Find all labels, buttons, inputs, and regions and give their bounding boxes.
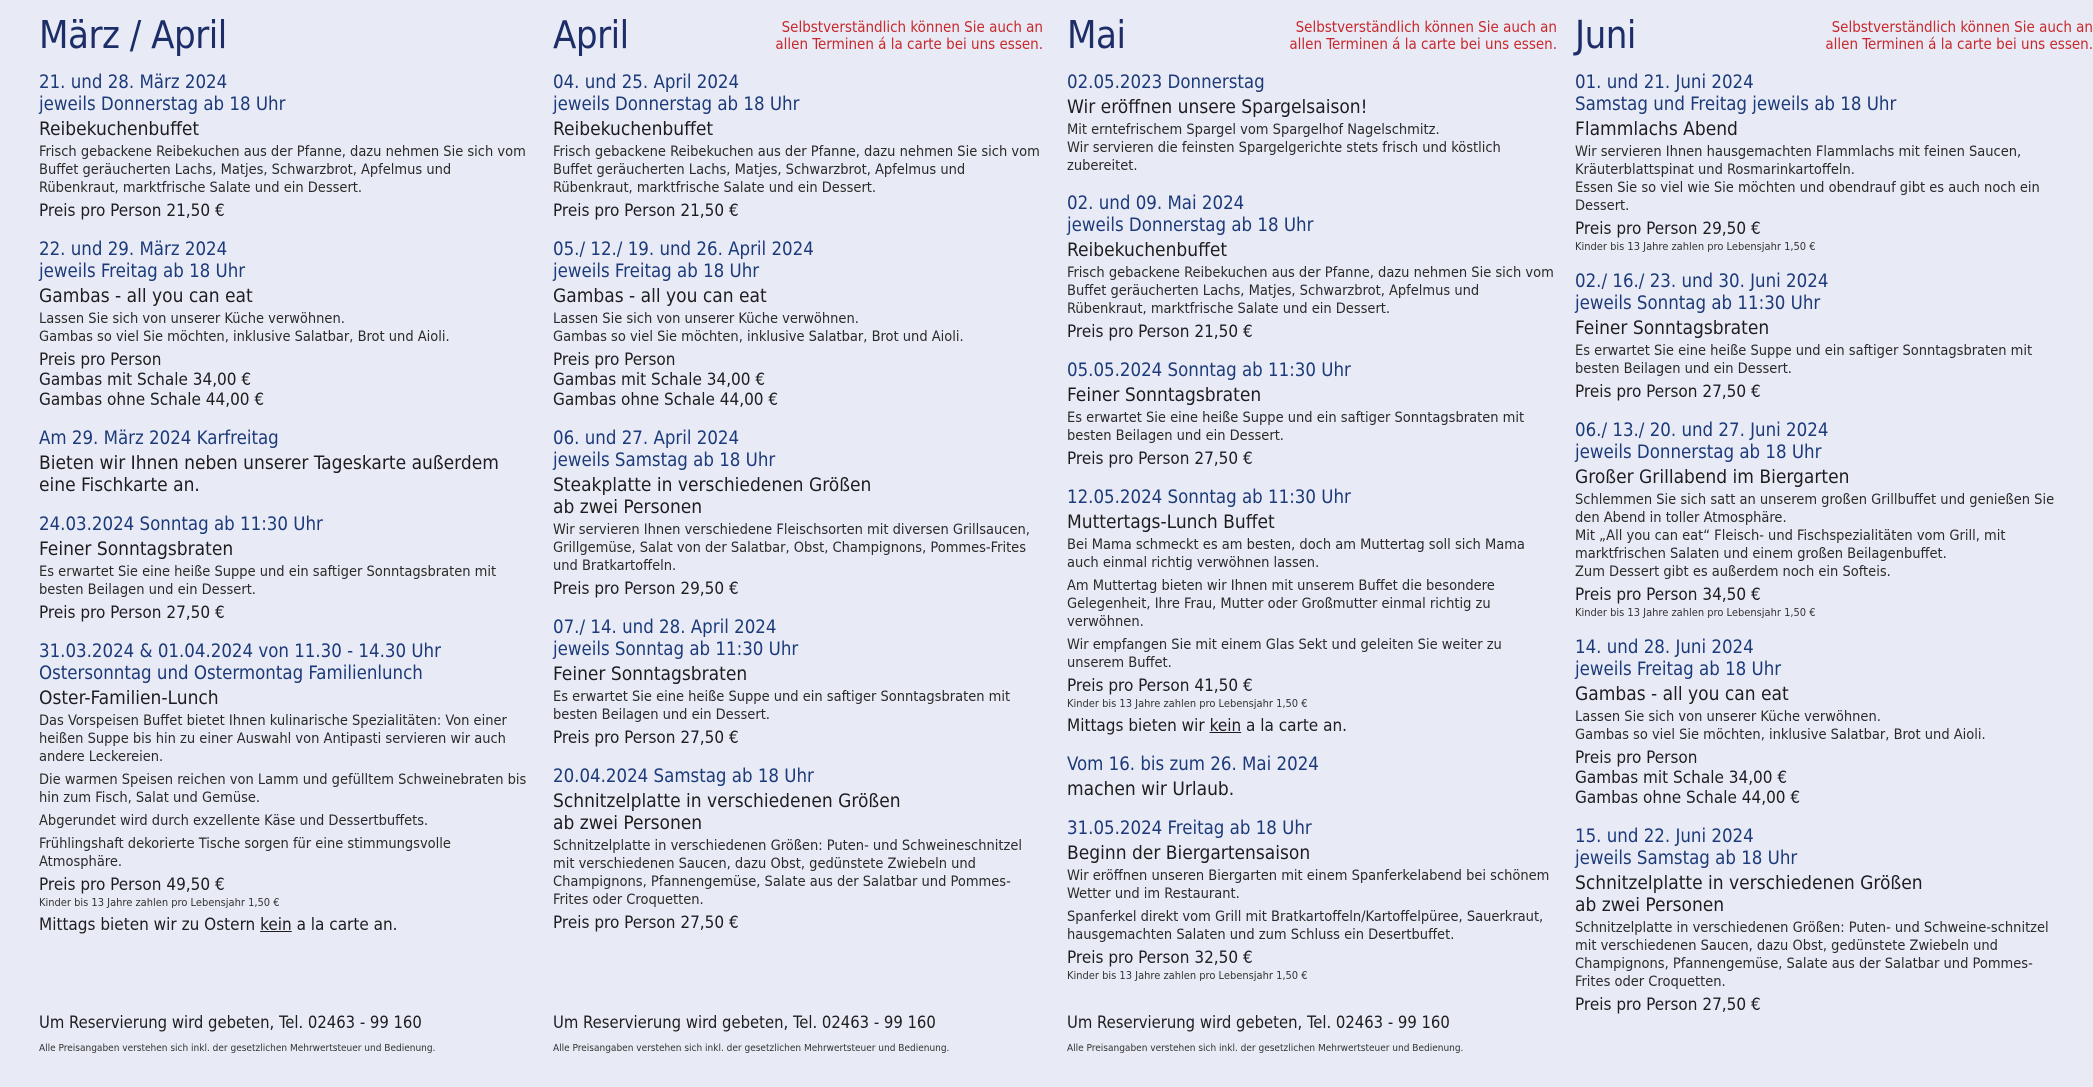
events-list [1575,72,2065,1015]
event-item [1067,818,1557,982]
event-title: Steakplatte in verschiedenen Größen ab zwei Personen [553,474,872,518]
event-description [553,143,1043,197]
event-item [1067,193,1557,342]
event-description [553,310,1043,346]
event-description [1575,143,2065,215]
month-column [553,0,1043,1087]
event-title: Reibekuchenbuffet [39,118,200,140]
event-schedule: jeweils Freitag ab 18 Uhr [1575,659,1782,680]
event-schedule: Samstag und Freitag jeweils ab 18 Uhr [1575,94,1897,115]
event-date: 07./ 14. und 28. April 2024 [553,617,777,638]
event-price [553,350,1043,410]
event-description [553,688,1043,724]
event-description [1067,121,1557,175]
event-title: Oster-Familien-Lunch [39,687,219,709]
price-line: Preis pro Person 21,50 € [39,201,225,221]
events-list [39,72,529,935]
event-item [39,239,529,410]
price-line: Preis pro Person 27,50 € [1575,382,1761,402]
event-title: Schnitzelplatte in verschiedenen Größen ab zwei Personen [553,790,901,834]
a-la-carte-note: Selbstverständlich können Sie auch an allen Terminen á la carte bei uns essen. [1825,18,2093,53]
child-price-note: Kinder bis 13 Jahre zahlen pro Lebensjahr 1,50 € [1575,240,1816,253]
event-item [1067,487,1557,736]
reservation-phone: Um Reservierung wird gebeten, Tel. 02463 - 99 160 [553,1013,936,1032]
description-paragraph: Es erwartet Sie eine heiße Suppe und ein saftiger Sonntagsbraten mit besten Beilagen und ein Dessert. [1067,410,1525,444]
description-paragraph: Spanferkel direkt vom Grill mit Bratkartoffeln/Kartoffelpüree, Sauerkraut, hausgemachten Salaten und zum Schluss ein Desertbuffet. [1067,909,1544,943]
a-la-carte-note: Selbstverständlich können Sie auch an allen Terminen á la carte bei uns essen. [1289,18,1557,53]
event-schedule: jeweils Donnerstag ab 18 Uhr [1575,442,1822,463]
child-price-note: Kinder bis 13 Jahre zahlen pro Lebensjahr 1,50 € [1575,606,1816,619]
event-schedule: jeweils Samstag ab 18 Uhr [553,450,776,471]
price-line: Gambas ohne Schale 44,00 € [39,390,265,410]
month-column [1575,0,2093,1087]
description-paragraph: Frühlingshaft dekorierte Tische sorgen für eine stimmungsvolle Atmosphäre. [39,836,451,870]
event-price [1575,219,2065,239]
price-line: Preis pro Person 41,50 € [1067,676,1253,696]
event-date: 31.05.2024 Freitag ab 18 Uhr [1067,818,1312,839]
events-list [553,72,1043,933]
child-price-note: Kinder bis 13 Jahre zahlen pro Lebensjahr 1,50 € [39,896,280,909]
reservation-phone: Um Reservierung wird gebeten, Tel. 02463 - 99 160 [1067,1013,1450,1032]
event-title: Bieten wir Ihnen neben unserer Tageskarte außerdem eine Fischkarte an. [39,452,499,496]
description-paragraph: Mit erntefrischem Spargel vom Spargelhof Nagelschmitz. Wir servieren die feinsten Spargelgerichte stets frisch und köstlich zubereitet. [1067,122,1501,174]
description-paragraph: Wir servieren Ihnen hausgemachten Flammlachs mit feinen Saucen, Kräuterblattspinat und Rosmarinkartoffeln. Essen Sie so viel wie Sie möchten und obendrauf gibt es auch noch ein Dessert. [1575,144,2040,214]
event-price [1067,449,1557,469]
month-heading: April [553,13,629,57]
event-schedule: Ostersonntag und Ostermontag Familienlunch [39,663,423,684]
event-description [1575,491,2065,581]
event-title: Großer Grillabend im Biergarten [1575,466,1850,488]
event-date: 12.05.2024 Sonntag ab 11:30 Uhr [1067,487,1351,508]
event-price [1575,748,2065,808]
event-item [553,239,1043,410]
event-date: Am 29. März 2024 Karfreitag [39,428,279,449]
price-line: Preis pro Person [553,350,676,370]
event-date: 21. und 28. März 2024 [39,72,228,93]
lunch-note-emphasis: kein [1209,716,1242,736]
description-paragraph: Bei Mama schmeckt es am besten, doch am Muttertag soll sich Mama auch einmal richtig verwöhnen lassen. [1067,537,1525,571]
event-price [1067,948,1557,968]
price-line: Preis pro Person 21,50 € [553,201,739,221]
event-title: Feiner Sonntagsbraten [1067,384,1262,406]
price-line: Preis pro Person [1575,748,1698,768]
description-paragraph: Es erwartet Sie eine heiße Suppe und ein saftiger Sonntagsbraten mit besten Beilagen und ein Dessert. [1575,343,2033,377]
price-line: Preis pro Person 27,50 € [1575,995,1761,1015]
event-item [553,72,1043,221]
event-title: Schnitzelplatte in verschiedenen Größen ab zwei Personen [1575,872,1923,916]
event-item [553,617,1043,748]
description-paragraph: Lassen Sie sich von unserer Küche verwöhnen. Gambas so viel Sie möchten, inklusive Salatbar, Brot und Aioli. [39,311,450,345]
event-price [39,201,529,221]
event-date: 05.05.2024 Sonntag ab 11:30 Uhr [1067,360,1351,381]
event-item [1575,826,2065,1015]
month-heading: Juni [1575,13,1636,57]
event-date: 06. und 27. April 2024 [553,428,740,449]
event-date: Vom 16. bis zum 26. Mai 2024 [1067,754,1319,775]
event-price [553,913,1043,933]
event-description [39,563,529,599]
child-price-note: Kinder bis 13 Jahre zahlen pro Lebensjahr 1,50 € [1067,697,1308,710]
event-schedule: jeweils Freitag ab 18 Uhr [39,261,246,282]
event-price [1575,585,2065,605]
event-schedule: jeweils Freitag ab 18 Uhr [553,261,760,282]
child-price-note: Kinder bis 13 Jahre zahlen pro Lebensjahr 1,50 € [1067,969,1308,982]
column-footer [1067,1013,1557,1055]
event-price [39,875,529,895]
event-item [1575,420,2065,619]
month-heading: Mai [1067,13,1126,57]
event-date: 14. und 28. Juni 2024 [1575,637,1754,658]
description-paragraph: Frisch gebackene Reibekuchen aus der Pfanne, dazu nehmen Sie sich vom Buffet geräucherten Lachs, Matjes, Schwarzbrot, Apfelmus und Rübenkraut, marktfrische Salate und ein Dessert. [39,144,526,196]
event-description [1575,342,2065,378]
event-item [553,766,1043,933]
event-schedule: jeweils Donnerstag ab 18 Uhr [553,94,800,115]
event-item [39,72,529,221]
month-column [39,0,529,1087]
event-title: Gambas - all you can eat [553,285,767,307]
event-date: 20.04.2024 Samstag ab 18 Uhr [553,766,814,787]
event-description [1067,409,1557,445]
event-item [1575,72,2065,253]
event-item [1575,271,2065,402]
event-description [553,837,1043,909]
event-item [39,514,529,623]
event-item [1067,72,1557,175]
lunch-note-text: Mittags bieten wir zu Ostern [39,915,261,935]
price-line: Preis pro Person 49,50 € [39,875,225,895]
event-title: Beginn der Biergartensaison [1067,842,1311,864]
event-date: 05./ 12./ 19. und 26. April 2024 [553,239,814,260]
price-line: Preis pro Person 32,50 € [1067,948,1253,968]
price-line: Gambas mit Schale 34,00 € [1575,768,1788,788]
event-item [39,428,529,496]
legal-note: Alle Preisangaben verstehen sich inkl. der gesetzlichen Mehrwertsteuer und Bedienung. [1067,1043,1464,1054]
description-paragraph: Wir empfangen Sie mit einem Glas Sekt und geleiten Sie weiter zu unserem Buffet. [1067,637,1502,671]
event-date: 24.03.2024 Sonntag ab 11:30 Uhr [39,514,323,535]
event-date: 06./ 13./ 20. und 27. Juni 2024 [1575,420,1829,441]
event-schedule: jeweils Sonntag ab 11:30 Uhr [1575,293,1821,314]
description-paragraph: Schlemmen Sie sich satt an unserem großen Grillbuffet und genießen Sie den Abend in toller Atmosphäre. Mit „All you can eat“ Fleisch- und Fischspezialitäten vom Grill, mit marktfrischen Salaten und einem großen Beilagenbuffet. Zum Dessert gibt es außerdem noch ein Softeis. [1575,492,2055,580]
price-line: Preis pro Person 29,50 € [553,579,739,599]
event-price [553,201,1043,221]
event-description [1575,708,2065,744]
event-title: Muttertags-Lunch Buffet [1067,511,1275,533]
event-title: Reibekuchenbuffet [553,118,714,140]
event-description [39,310,529,346]
month-column [1067,0,1557,1087]
event-date: 02.05.2023 Donnerstag [1067,72,1265,93]
price-line: Preis pro Person 29,50 € [1575,219,1761,239]
description-paragraph: Frisch gebackene Reibekuchen aus der Pfanne, dazu nehmen Sie sich vom Buffet geräucherten Lachs, Matjes, Schwarzbrot, Apfelmus und Rübenkraut, marktfrische Salate und ein Dessert. [1067,265,1554,317]
event-item [553,428,1043,599]
reservation-phone: Um Reservierung wird gebeten, Tel. 02463 - 99 160 [39,1013,422,1032]
price-line: Preis pro Person 27,50 € [1067,449,1253,469]
event-price [39,350,529,410]
legal-note: Alle Preisangaben verstehen sich inkl. der gesetzlichen Mehrwertsteuer und Bedienung. [553,1043,950,1054]
event-date: 31.03.2024 & 01.04.2024 von 11.30 - 14.30 Uhr [39,641,441,662]
event-date: 02. und 09. Mai 2024 [1067,193,1245,214]
price-line: Preis pro Person 27,50 € [553,913,739,933]
description-paragraph: Es erwartet Sie eine heiße Suppe und ein saftiger Sonntagsbraten mit besten Beilagen und ein Dessert. [39,564,497,598]
event-description [39,143,529,197]
lunch-note-text: a la carte an. [1241,716,1347,736]
month-heading: März / April [39,13,227,57]
event-description [1067,536,1557,672]
event-schedule: jeweils Donnerstag ab 18 Uhr [1067,215,1314,236]
event-date: 22. und 29. März 2024 [39,239,228,260]
event-title: Feiner Sonntagsbraten [1575,317,1770,339]
event-price [1067,676,1557,696]
description-paragraph: Es erwartet Sie eine heiße Suppe und ein saftiger Sonntagsbraten mit besten Beilagen und ein Dessert. [553,689,1011,723]
event-title: Flammlachs Abend [1575,118,1738,140]
event-description [1067,264,1557,318]
event-schedule: jeweils Sonntag ab 11:30 Uhr [553,639,799,660]
lunch-note-text: Mittags bieten wir [1067,716,1210,736]
legal-note: Alle Preisangaben verstehen sich inkl. der gesetzlichen Mehrwertsteuer und Bedienung. [39,1043,436,1054]
event-date: 01. und 21. Juni 2024 [1575,72,1754,93]
a-la-carte-note: Selbstverständlich können Sie auch an allen Terminen á la carte bei uns essen. [775,18,1043,53]
description-paragraph: Schnitzelplatte in verschiedenen Größen: Puten- und Schweine-schnitzel mit verschiedenen Saucen, dazu Obst, gedünstete Zwiebeln und Champignons, Pfannengemüse, Salate aus der Salatbar und Pommes-Frites oder Croquetten. [1575,920,2049,990]
description-paragraph: Schnitzelplatte in verschiedenen Größen: Puten- und Schweineschnitzel mit verschiedenen Saucen, dazu Obst, gedünstete Zwiebeln und Champignons, Pfannengemüse, Salate aus der Salatbar und Pommes-Frites oder Croquetten. [553,838,1022,908]
description-paragraph: Lassen Sie sich von unserer Küche verwöhnen. Gambas so viel Sie möchten, inklusive Salatbar, Brot und Aioli. [553,311,964,345]
description-paragraph: Wir servieren Ihnen verschiedene Fleischsorten mit diversen Grillsaucen, Grillgemüse, Salat von der Salatbar, Obst, Champignons, Pommes-Frites und Bratkartoffeln. [553,522,1030,574]
description-paragraph: Am Muttertag bieten wir Ihnen mit unserem Buffet die besondere Gelegenheit, Ihre Frau, Mutter oder Großmutter einmal richtig zu verwöhnen. [1067,578,1495,630]
lunch-note-emphasis: kein [260,915,292,935]
event-price [1067,322,1557,342]
description-paragraph: Die warmen Speisen reichen von Lamm und gefülltem Schweinebraten bis hin zum Fisch, Salat und Gemüse. [39,772,527,806]
event-description [1575,919,2065,991]
event-item [39,641,529,935]
price-line: Preis pro Person 27,50 € [39,603,225,623]
event-price [39,603,529,623]
event-title: Feiner Sonntagsbraten [553,663,748,685]
event-description [1067,867,1557,944]
event-date: 15. und 22. Juni 2024 [1575,826,1754,847]
event-price [553,579,1043,599]
event-price [553,728,1043,748]
lunch-note [1067,716,1557,736]
event-title: Gambas - all you can eat [1575,683,1789,705]
event-price [1575,995,2065,1015]
lunch-note [39,915,529,935]
event-schedule: jeweils Donnerstag ab 18 Uhr [39,94,286,115]
event-item [1575,637,2065,808]
column-footer [39,1013,529,1055]
event-title: Reibekuchenbuffet [1067,239,1228,261]
event-title: Wir eröffnen unsere Spargelsaison! [1067,96,1368,118]
description-paragraph: Lassen Sie sich von unserer Küche verwöhnen. Gambas so viel Sie möchten, inklusive Salatbar, Brot und Aioli. [1575,709,1986,743]
description-paragraph: Abgerundet wird durch exzellente Käse und Dessertbuffets. [39,813,429,829]
event-title: Gambas - all you can eat [39,285,253,307]
price-line: Gambas mit Schale 34,00 € [553,370,766,390]
event-description [39,712,529,871]
event-title: Feiner Sonntagsbraten [39,538,234,560]
price-line: Preis pro Person [39,350,162,370]
description-paragraph: Frisch gebackene Reibekuchen aus der Pfanne, dazu nehmen Sie sich vom Buffet geräucherten Lachs, Matjes, Schwarzbrot, Apfelmus und Rübenkraut, marktfrische Salate und ein Dessert. [553,144,1040,196]
event-schedule: jeweils Samstag ab 18 Uhr [1575,848,1798,869]
description-paragraph: Wir eröffnen unseren Biergarten mit einem Spanferkelabend bei schönem Wetter und im Restaurant. [1067,868,1550,902]
price-line: Gambas ohne Schale 44,00 € [553,390,779,410]
events-list [1067,72,1557,982]
price-line: Gambas mit Schale 34,00 € [39,370,252,390]
price-line: Preis pro Person 27,50 € [553,728,739,748]
event-price [1575,382,2065,402]
event-date: 04. und 25. April 2024 [553,72,740,93]
column-footer [553,1013,1043,1055]
price-line: Preis pro Person 34,50 € [1575,585,1761,605]
event-item [1067,360,1557,469]
event-title: machen wir Urlaub. [1067,778,1235,800]
event-item [1067,754,1557,800]
description-paragraph: Das Vorspeisen Buffet bietet Ihnen kulinarische Spezialitäten: Von einer heißen Suppe bis hin zu einer Auswahl von Antipasti servieren wir auch andere Leckereien. [39,713,507,765]
price-line: Gambas ohne Schale 44,00 € [1575,788,1801,808]
lunch-note-text: a la carte an. [291,915,398,935]
price-line: Preis pro Person 21,50 € [1067,322,1253,342]
event-date: 02./ 16./ 23. und 30. Juni 2024 [1575,271,1829,292]
event-description [553,521,1043,575]
